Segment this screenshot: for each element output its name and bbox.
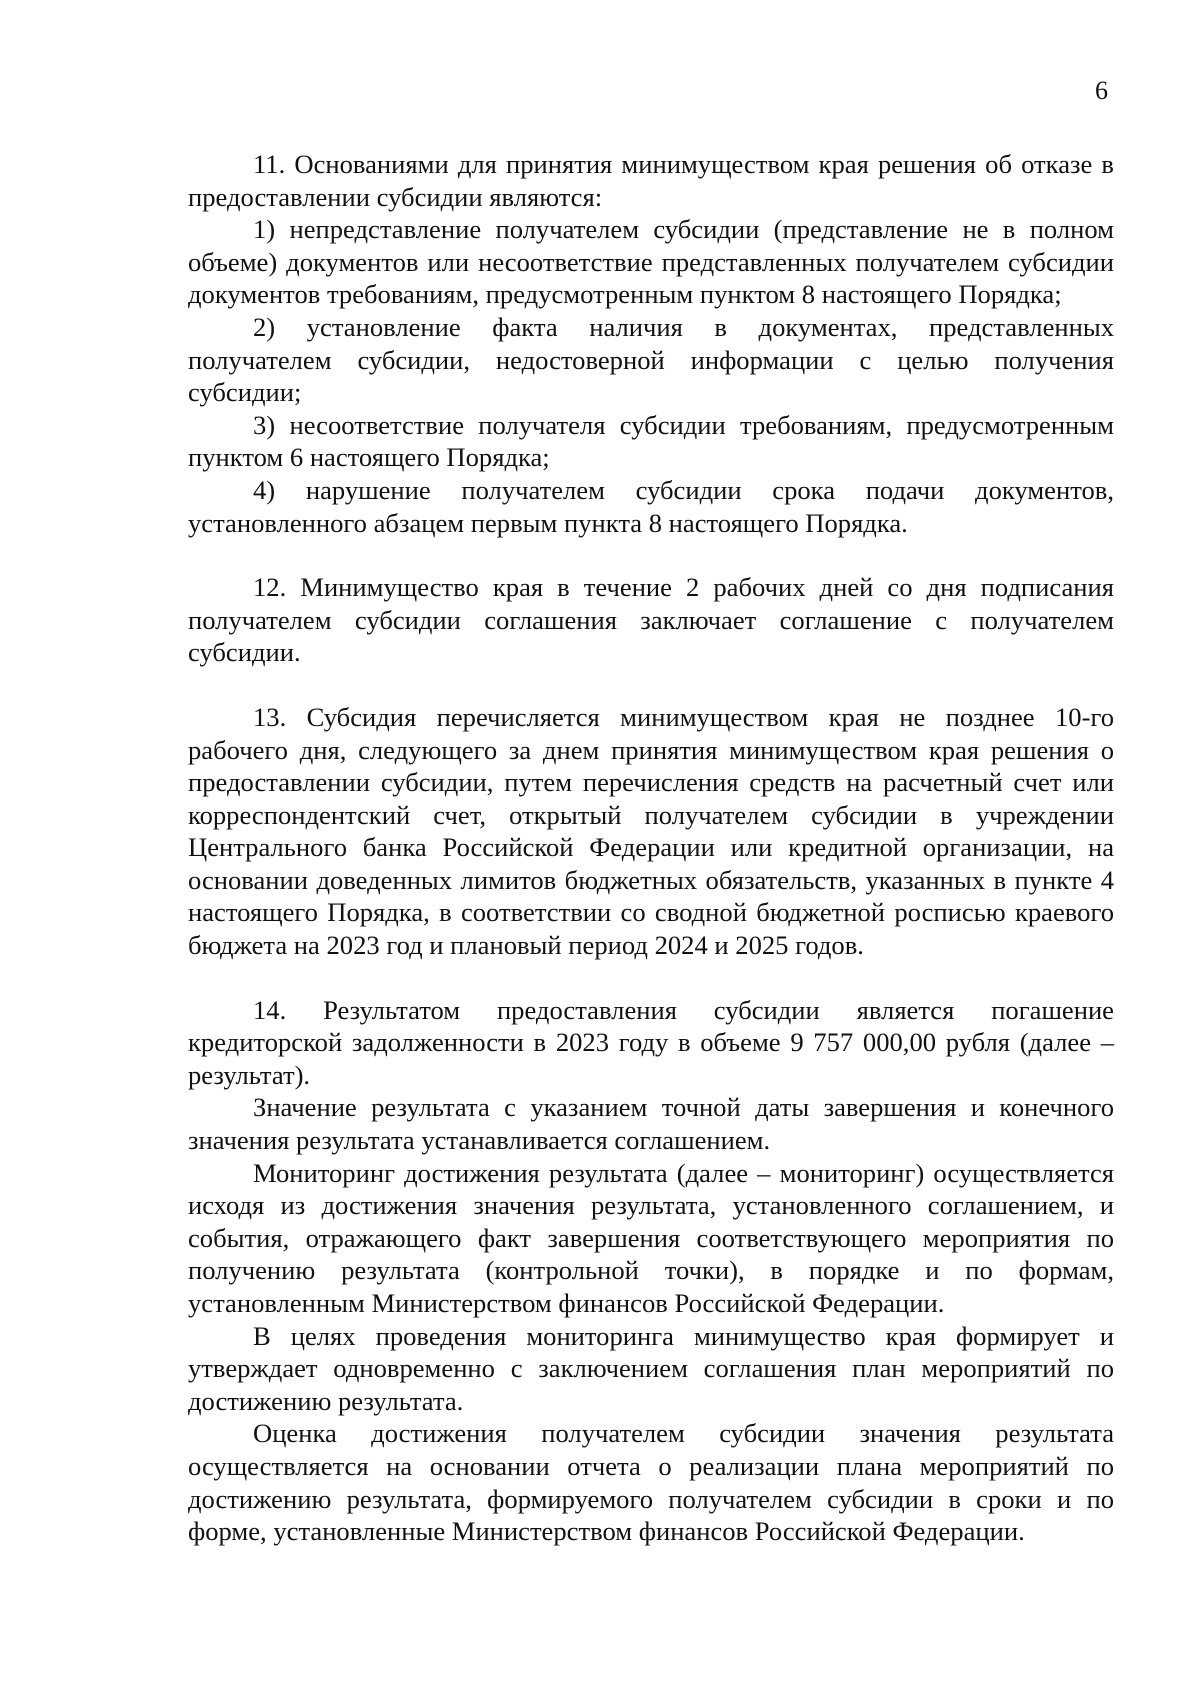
paragraph-14: 14. Результатом предоставления субсидии является погашение кредиторской задолженности в 2023 году в объеме 9 757 000,00 рубля (далее – результат).	[188, 994, 1114, 1090]
page-number: 6	[1095, 76, 1108, 105]
list-item-3: 3) несоответствие получателя субсидии требованиям, предусмотренным пунктом 6 настоящего Порядка;	[188, 409, 1114, 473]
paragraph-14-assessment: Оценка достижения получателем субсидии значения результата осуществляется на основании отчета о реализации плана мероприятий по достижению результата, формируемого получателем субсидии в сроки и по форме, установленные Министерством финансов Российской Федерации.	[188, 1418, 1114, 1547]
list-item-4: 4) нарушение получателем субсидии срока подачи документов, установленного абзацем первым пункта 8 настоящего Порядка.	[188, 474, 1114, 538]
paragraph-14-result-value: Значение результата с указанием точной даты завершения и конечного значения результата устанавливается соглашением.	[188, 1092, 1114, 1156]
list-item-2: 2) установление факта наличия в документах, представленных получателем субсидии, недостоверной информации с целью получения субсидии;	[188, 311, 1114, 408]
paragraph-11: 11. Основаниями для принятия минимуществом края решения об отказе в предоставлении субсидии являются:	[188, 149, 1114, 212]
paragraph-13: 13. Субсидия перечисляется минимуществом края не позднее 10-го рабочего дня, следующего за днем принятия минимуществом края решения о предоставлении субсидии, путем перечисления средств на расчетный счет или корреспондентский счет, открытый получателем субсидии в учреждении Центрального банка Российской Федерации или кредитной организации, на основании доведенных лимитов бюджетных обязательств, указанных в пункте 4 настоящего Порядка, в соответствии со сводной бюджетной росписью краевого бюджета на 2023 год и плановый период 2024 и 2025 годов.	[188, 701, 1114, 961]
paragraph-14-action-plan: В целях проведения мониторинга минимущество края формирует и утверждает одновременно с заключением соглашения план мероприятий по достижению результата.	[188, 1320, 1114, 1416]
document-body	[188, 148, 1114, 1548]
paragraph-14-monitoring: Мониторинг достижения результата (далее – мониторинг) осуществляется исходя из достижения значения результата, установленного соглашением, и события, отражающего факт завершения соответствующего мероприятия по получению результата (контрольной точки), в порядке и по формам, установленным Министерством финансов Российской Федерации.	[188, 1157, 1114, 1318]
list-item-1: 1) непредставление получателем субсидии (представление не в полном объеме) документов или несоответствие представленных получателем субсидии документов требованиям, предусмотренным пунктом 8 настоящего Порядка;	[188, 214, 1114, 310]
paragraph-12: 12. Минимущество края в течение 2 рабочих дней со дня подписания получателем субсидии соглашения заключает соглашение с получателем субсидии.	[188, 572, 1114, 668]
